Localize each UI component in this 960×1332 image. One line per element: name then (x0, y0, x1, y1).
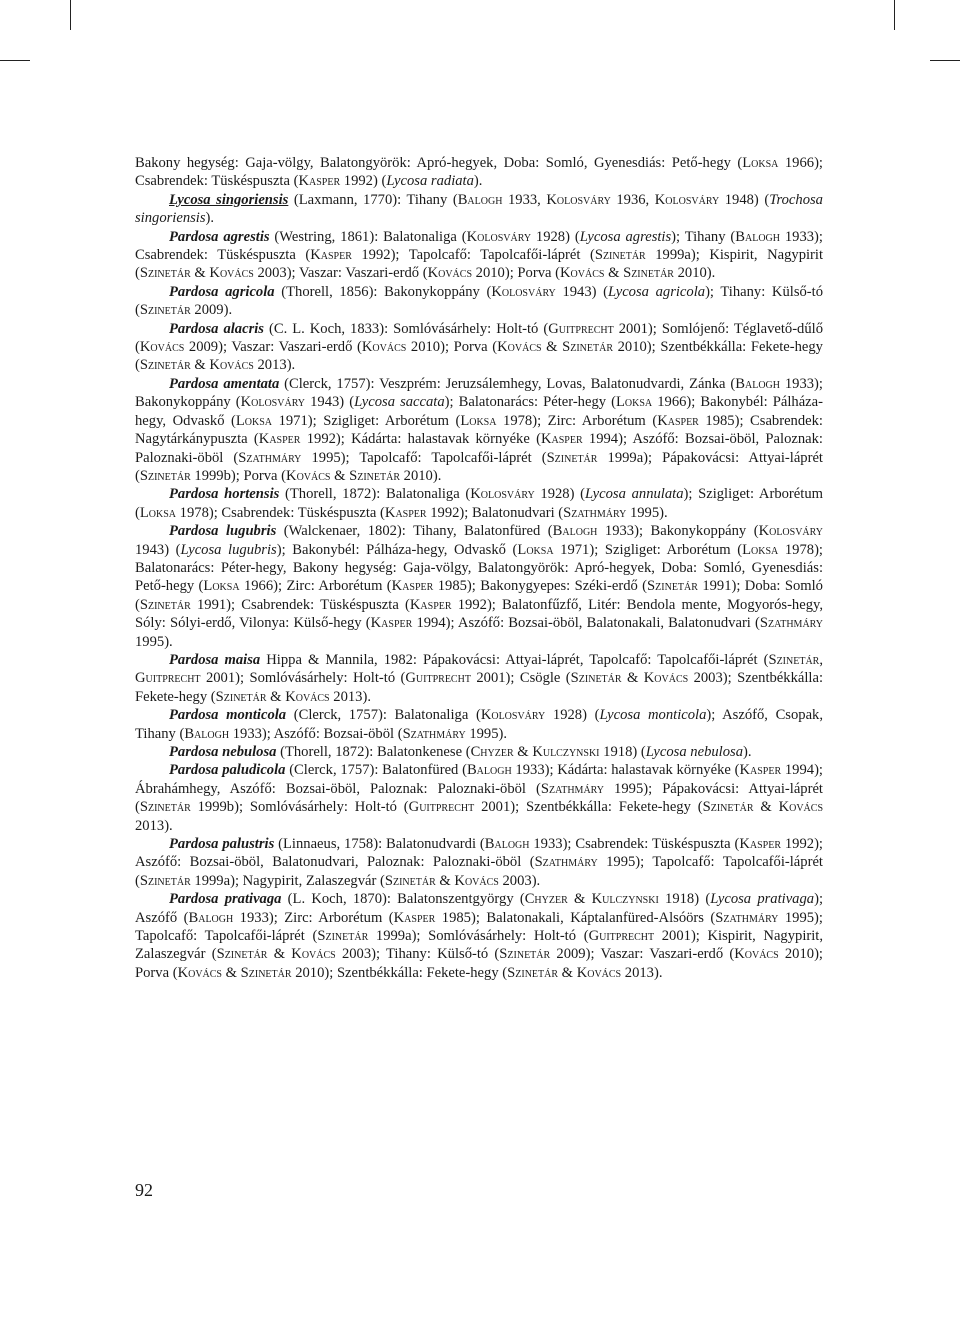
text-run: Bakony hegység: Gaja-völgy, Balatongyörök: Apró-hegyek, Doba: Somló, Gyenesdiás: Pető-hegy ( (135, 155, 743, 171)
author-citation: Szinetár (139, 872, 191, 889)
author-citation: Loksa (616, 394, 653, 411)
author-citation: Kovács (139, 339, 185, 356)
text-run: 1978); Csabrendek: Tüskéspuszta ( (176, 504, 385, 521)
author-citation: Kasper (739, 836, 781, 853)
text-run: ); Balatonarács: Péter-hegy ( (444, 394, 616, 411)
text-run: 1933); Bakonykoppány ( (597, 523, 759, 540)
author-citation: Szinetár (139, 302, 191, 319)
author-citation: Szinetár (216, 946, 268, 963)
author-citation: Loksa (460, 412, 497, 429)
text-run: 1985); Csabrendek: Nagytárkánypuszta ( (135, 412, 823, 448)
species-entry (135, 522, 823, 651)
author-citation: Szathmáry (238, 449, 302, 466)
text-run: & (190, 265, 210, 282)
author-citation: Szinetár (546, 449, 598, 466)
text-run: 1933); Csabrendek: Tüskéspuszta ( (529, 836, 740, 853)
species-entry (135, 651, 823, 706)
author-citation: Kovács (285, 688, 330, 705)
species-entry (135, 191, 823, 228)
text-run: 1995). (465, 725, 508, 742)
author-citation: Guitprecht (405, 670, 471, 687)
species-name: Pardosa monticola (169, 707, 287, 724)
author-citation: Szinetár (384, 872, 436, 889)
text-run: 1992); Kádárta: halastavak környéke ( (300, 431, 541, 448)
author-citation: Szinetár (647, 578, 698, 595)
author-citation: Kovács (361, 339, 407, 356)
synonym-name: Lycosa prativaga (710, 891, 815, 908)
author-citation: Balogh (552, 523, 598, 540)
synonym-name: Lycosa agrestis (579, 228, 672, 245)
text-run: 1999a); Nagypirit, Zalaszegvár ( (190, 872, 385, 889)
author-citation: Guitprecht (588, 928, 655, 945)
text-run: 2003); Vaszar: Vaszari-erdő ( (253, 265, 428, 282)
author-citation: Kolosváry (758, 523, 823, 540)
author-citation: Szinetár (349, 467, 401, 484)
synonym-name: Lycosa saccata (354, 394, 445, 411)
text-run: 2013). (253, 357, 296, 374)
author-citation: Kovács (286, 467, 331, 484)
author-citation: Szathmáry (402, 725, 466, 742)
text-run: 1999b); Somlóvásárhely: Holt-tó ( (190, 799, 409, 816)
author-citation: Kasper (298, 173, 341, 190)
species-name: Pardosa maisa (169, 651, 261, 668)
text-run: & (558, 964, 577, 981)
author-citation: Kasper (258, 431, 301, 448)
author-citation: Kasper (384, 504, 427, 521)
species-entry (135, 485, 823, 522)
species-name: Pardosa agricola (169, 283, 275, 300)
author-citation: Guitprecht (408, 799, 475, 816)
text-run: 2001); Somlójenő: Téglavető-dűlő ( (135, 320, 824, 356)
author-citation: Kasper (391, 578, 434, 595)
crop-mark (0, 60, 30, 61)
text-run: 1933); Aszófő: Bozsai-öböl ( (229, 725, 403, 742)
author-citation: Kasper (409, 596, 452, 613)
author-citation: Kasper (657, 412, 699, 429)
text-run: 1992); Tapolcafő: Tapolcafői-láprét ( (351, 247, 595, 264)
text-run: 1933); Kádárta: halastavak környéke ( (511, 762, 740, 779)
text-run: 1928) ( (534, 486, 585, 503)
author-citation: Balogh (457, 191, 503, 208)
author-citation: Szinetár (215, 688, 267, 705)
author-citation: Szinetár (317, 928, 369, 945)
synonym-name: Trochosa singoriensis (135, 191, 823, 227)
author-citation: Loksa (235, 412, 273, 429)
text-run: & (267, 946, 292, 963)
text-run: 1933); Csabrendek: Tüskéspuszta ( (135, 228, 823, 264)
author-citation: Kovács (454, 872, 499, 889)
author-citation: Kulczynski (532, 744, 600, 760)
text-run: 1933); Zirc: Arborétum ( (233, 909, 394, 926)
author-citation: Szinetár (139, 467, 191, 484)
text-run: & (222, 964, 241, 981)
text-run: 2010); Porva ( (406, 339, 498, 356)
text-run: (Laxmann, 1770): Tihany ( (288, 191, 458, 208)
text-run: 1995). (626, 504, 668, 521)
text-run: & (330, 467, 350, 484)
synonym-name: Lycosa lugubris (180, 541, 277, 558)
species-name: Lycosa singoriensis (169, 191, 289, 208)
author-citation: Kasper (310, 247, 352, 264)
text-run: (Clerck, 1757): Veszprém: Jeruzsálemhegy, Lovas, Balatonudvardi, Zánka ( (279, 375, 736, 392)
text-run: 1943) ( (305, 394, 355, 411)
author-citation: Balogh (484, 836, 530, 853)
author-citation: Kasper (393, 909, 436, 926)
text-run: & (435, 872, 455, 889)
text-run: 2010). (400, 467, 442, 484)
text-run: ); Aszófő, Csopak, Tihany ( (135, 707, 823, 742)
text-run: 2001); Somlóvásárhely: Holt-tó ( (200, 670, 406, 687)
text-run: (Thorell, 1872): Balatonkenese ( (276, 744, 471, 760)
author-citation: Szinetár (507, 964, 559, 981)
author-citation: Guitprecht (135, 670, 201, 687)
text-run: 2010); Szentbékkálla: Fekete-hegy ( (135, 339, 823, 374)
text-run: 1999a); Pápakovácsi: Attyai-láprét ( (135, 449, 823, 484)
text-run: 1943) ( (135, 541, 181, 558)
text-run: 1978); Zirc: Arborétum ( (496, 412, 658, 429)
text-run: ); Bakonybél: Pálháza-hegy, Odvaskő ( (276, 541, 518, 558)
text-run: ); Tihany: Külső-tó ( (135, 283, 824, 319)
author-citation: Kulczynski (591, 891, 659, 908)
author-citation: Szinetár (570, 670, 622, 687)
text-run: 1999a); Kispirit, Nagypirit ( (135, 247, 824, 282)
text-run: 1936, (610, 191, 655, 208)
text-run: (Clerck, 1757): Balatonfüred ( (285, 762, 467, 779)
text-run: 2010); Porva ( (135, 946, 823, 981)
author-citation: Kovács (209, 265, 254, 282)
author-citation: Szinetár (139, 596, 191, 613)
text-run: 1933); Bakonykoppány ( (135, 375, 823, 411)
author-citation: Szinetár (499, 946, 551, 963)
synonym-name: Lycosa agricola (608, 283, 706, 300)
author-citation: Szathmáry (563, 504, 627, 521)
author-citation: Kolosváry (470, 486, 535, 503)
text-run: ); Aszófő ( (135, 891, 823, 926)
text-run: & (541, 339, 563, 356)
author-citation: Balogh (735, 228, 780, 245)
text-run: 1992) ( (340, 173, 387, 190)
text-run: 2009); Vaszar: Vaszari-erdő ( (184, 339, 362, 356)
author-citation: Loksa (139, 504, 177, 521)
species-name: Pardosa agrestis (169, 228, 270, 245)
text-run: 2010); Szentbékkálla: Fekete-hegy ( (291, 964, 508, 981)
text-run: (Clerck, 1757): Balatonaliga ( (286, 707, 481, 724)
species-list-text (135, 154, 823, 982)
text-run: (Thorell, 1856): Bakonykoppány ( (274, 283, 492, 300)
text-run: 1985); Balatonakali, Káptalanfüred-Alsóörs ( (435, 909, 716, 926)
author-citation: Balogh (466, 762, 512, 779)
crop-mark (70, 0, 71, 30)
synonym-name: Lycosa radiata (386, 173, 474, 190)
text-run: ); Tihany ( (671, 228, 736, 245)
text-run: 1971); Szigliget: Arborétum ( (553, 541, 743, 558)
text-run: 1928) ( (545, 707, 600, 724)
text-run: 1995); Pápakovácsi: Attyai-láprét ( (135, 780, 823, 816)
text-run: & (604, 265, 624, 282)
species-name: Pardosa hortensis (169, 486, 280, 503)
author-citation: Kolosváry (654, 191, 720, 208)
text-run: (C. L. Koch, 1833): Somlóvásárhely: Holt-tó ( (264, 320, 549, 337)
species-name: Pardosa palustris (169, 836, 275, 853)
text-run: 1994); Aszófő: Bozsai-öböl, Paloznak: Paloznaki-öböl ( (135, 431, 823, 466)
text-run: 1971); Szigliget: Arborétum ( (272, 412, 461, 429)
author-citation: Szinetár (139, 265, 191, 282)
text-run: (Walckenaer, 1802): Tihany, Balatonfüred ( (276, 523, 553, 540)
author-citation: Kovács (576, 964, 622, 981)
author-citation: Kolosváry (240, 394, 306, 411)
text-run: 1978); Balatonarács: Péter-hegy, Bakony hegység: Gaja-völgy, Balatongyörök: Apró-hegyek, Doba: Somló, Gyenesdiás: Pető-hegy ( (135, 541, 823, 595)
text-run: 1928) ( (531, 228, 580, 245)
author-citation: Kovács (643, 670, 689, 687)
author-citation: Szinetár (623, 265, 674, 282)
author-citation: Loksa (742, 541, 779, 558)
author-citation: Szinetár (240, 964, 292, 981)
text-run: 1991); Doba: Somló ( (135, 578, 823, 613)
author-citation: Loksa (742, 155, 779, 171)
author-citation: Kovács (291, 946, 336, 963)
author-citation: Kovács (177, 964, 222, 981)
synonym-name: Lycosa nebulosa (645, 744, 744, 760)
author-citation: Kolosváry (491, 283, 556, 300)
author-citation: Kovács (497, 339, 542, 356)
text-run: (L. Koch, 1870): Balatonszentgyörgy ( (281, 891, 525, 908)
text-run: ). (743, 744, 752, 760)
author-citation: Kovács (427, 265, 473, 282)
author-citation: Kovács (209, 357, 254, 374)
author-citation: Szathmáry (534, 854, 598, 871)
text-run: & (753, 799, 779, 816)
species-entry (135, 761, 823, 835)
text-run: & (567, 891, 592, 908)
text-run: & (190, 357, 210, 374)
page-number: 92 (135, 1180, 153, 1200)
species-entry (135, 283, 823, 320)
text-run: 2001); Szentbékkálla: Fekete-hegy ( (474, 799, 703, 816)
text-run: 1999b); Porva ( (190, 467, 287, 484)
author-citation: Szinetár (562, 339, 614, 356)
text-run: 2009); Vaszar: Vaszari-erdő ( (550, 946, 735, 963)
author-citation: Szinetár (594, 247, 646, 264)
text-run: (Westring, 1861): Balatonaliga ( (269, 228, 467, 245)
author-citation: Kolosváry (546, 191, 611, 208)
species-entry (135, 375, 823, 485)
crop-mark (894, 0, 895, 30)
author-citation: Szinetár (768, 651, 820, 668)
text-run: 1943) ( (555, 283, 609, 300)
species-entry (135, 743, 823, 761)
author-citation: Balogh (184, 725, 230, 742)
author-citation: Kovács (559, 265, 605, 282)
text-run: 1995); Tapolcafő: Tapolcafői-láprét ( (135, 909, 823, 945)
species-name: Pardosa paludicola (169, 762, 286, 779)
species-entry (135, 154, 823, 191)
species-entry (135, 890, 823, 982)
text-run: 2010); Porva ( (472, 265, 560, 282)
text-run: 1995); Tapolcafő: Tapolcafői-láprét ( (301, 449, 547, 466)
text-run: 2013). (621, 964, 663, 981)
author-citation: Szinetár (139, 799, 191, 816)
author-citation: Guitprecht (548, 320, 614, 337)
text-run: 1992); Aszófő: Bozsai-öböl, Balatonudvari, Paloznak: Paloznaki-öböl ( (135, 836, 823, 871)
text-run: 1948) ( (719, 191, 770, 208)
author-citation: Kovács (734, 946, 779, 963)
text-run: ); Szigliget: Arborétum ( (135, 486, 823, 521)
author-citation: Szathmáry (759, 615, 824, 632)
species-name: Pardosa prativaga (169, 891, 282, 908)
species-entry (135, 320, 823, 375)
species-entry (135, 228, 823, 283)
text-run: Hippa & Mannila, 1982: Pápakovácsi: Attyai-láprét, Tapolcafő: Tapolcafői-láprét ( (260, 651, 769, 668)
synonym-name: Lycosa monticola (599, 707, 707, 724)
author-citation: Kolosváry (466, 228, 532, 245)
text-run: 1966); Zirc: Arborétum ( (239, 578, 392, 595)
text-run: ). (205, 210, 215, 227)
text-run: 2001); Kispirit, Nagypirit, Zalaszegvár ( (135, 928, 823, 963)
species-name: Pardosa nebulosa (169, 744, 277, 760)
text-run: 1995); Tapolcafő: Tapolcafői-láprét ( (135, 854, 823, 889)
text-run: 2010). (673, 265, 716, 282)
author-citation: Kovács (778, 799, 824, 816)
author-citation: Balogh (188, 909, 234, 926)
author-citation: Loksa (203, 578, 240, 595)
author-citation: Chyzer (470, 744, 514, 760)
author-citation: Szinetár (702, 799, 754, 816)
text-run: 1966); Csabrendek: Tüskéspuszta ( (135, 155, 823, 190)
author-citation: Kasper (540, 431, 583, 448)
text-run: 2009). (190, 302, 233, 319)
author-citation: Chyzer (524, 891, 568, 908)
author-citation: Szathmáry (715, 909, 779, 926)
author-citation: Loksa (517, 541, 554, 558)
text-run: (Linnaeus, 1758): Balatonudvardi ( (274, 836, 485, 853)
text-run: ). (473, 173, 483, 190)
text-run: 1999a); Somlóvásárhely: Holt-tó ( (368, 928, 589, 945)
text-run: 1994); Ábrahámhegy, Aszófő: Bozsai-öböl, Paloznak: Paloznaki-öböl ( (135, 762, 823, 797)
author-citation: Szathmáry (540, 780, 605, 797)
text-run: & (513, 744, 533, 760)
text-run: & (621, 670, 644, 687)
text-run: 1918) ( (658, 891, 711, 908)
species-entry (135, 835, 823, 890)
text-run: 1995). (135, 633, 173, 650)
species-name: Pardosa alacris (169, 320, 264, 337)
author-citation: Balogh (735, 375, 780, 392)
text-run: 1933, (502, 191, 547, 208)
author-citation: Kasper (739, 762, 782, 779)
text-run: 1994); Aszófő: Bozsai-öböl, Balatonakali, Balatonudvari ( (412, 615, 760, 632)
text-run: 2001); Csögle ( (470, 670, 571, 687)
text-run: 1966); Bakonybél: Pálháza-hegy, Odvaskő ( (135, 394, 823, 429)
author-citation: Kolosváry (480, 707, 546, 724)
text-run: 2013). (329, 688, 371, 705)
text-run: 2003). (498, 872, 541, 889)
text-run: & (266, 688, 286, 705)
text-run: 1992); Balatonudvari ( (426, 504, 564, 521)
text-run: 2003); Tihany: Külső-tó ( (335, 946, 500, 963)
text-run: , (819, 651, 823, 668)
text-run: (Thorell, 1872): Balatonaliga ( (279, 486, 471, 503)
text-run: 1991); Csabrendek: Tüskéspuszta ( (190, 596, 410, 613)
text-run: 1918) ( (599, 744, 646, 760)
author-citation: Kasper (370, 615, 413, 632)
text-run: 2003); Szentbékkálla: Fekete-hegy ( (135, 670, 823, 705)
text-run: 1992); Balatonfűzfő, Litér: Bendola mente, Mogyorós-hegy, Sóly: Sólyi-erdő, Vilonya: Külső-hegy ( (135, 596, 824, 632)
crop-mark (930, 60, 960, 61)
author-citation: Szinetár (139, 357, 191, 374)
species-name: Pardosa lugubris (169, 523, 277, 540)
text-run: 1985); Bakonygyepes: Széki-erdő ( (433, 578, 648, 595)
synonym-name: Lycosa annulata (585, 486, 684, 503)
species-name: Pardosa amentata (169, 375, 280, 392)
species-entry (135, 706, 823, 743)
text-run: 2013). (135, 817, 173, 834)
